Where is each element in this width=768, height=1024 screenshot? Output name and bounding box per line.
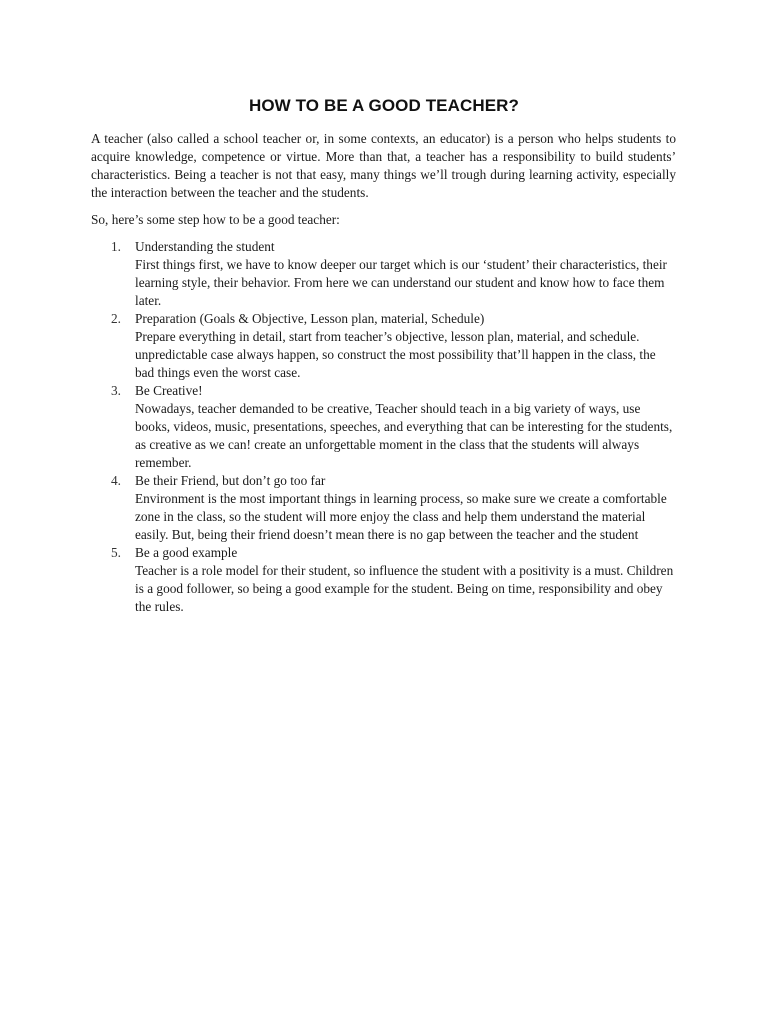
step-content [135, 544, 676, 616]
step-content [135, 382, 676, 472]
step-number: 2. [111, 311, 121, 326]
intro-paragraph: A teacher (also called a school teacher or, in some contexts, an educator) is a person who helps students to acquire knowledge, competence or virtue. More than that, a teacher has a responsibility to build students’ characteristics. Being a teacher is not that easy, many things we’ll trough during learning activity, especially the interaction between the teacher and the students. [91, 131, 676, 200]
step-text: Environment is the most important things in learning process, so make sure we create a comfortable zone in the class, so the student will more enjoy the class and help them understand the material easily. But, being their friend doesn’t mean there is no gap between the teacher and the student [135, 491, 667, 542]
step-title: Preparation (Goals & Objective, Lesson plan, material, Schedule) [135, 311, 485, 326]
step-text: Teacher is a role model for their student, so influence the student with a positivity is a must. Children is a good follower, so being a good example for the student. Being on time, responsibility and obey the rules. [135, 563, 674, 614]
step-title: Understanding the student [135, 239, 275, 254]
document-title: HOW TO BE A GOOD TEACHER? [248, 96, 520, 115]
steps-lead-paragraph: So, here’s some step how to be a good teacher: [91, 212, 340, 227]
step-title: Be their Friend, but don’t go too far [135, 473, 326, 488]
list-item [91, 238, 676, 310]
step-number: 3. [111, 383, 121, 398]
step-number: 4. [111, 473, 121, 488]
steps-list [91, 238, 676, 616]
step-text: Nowadays, teacher demanded to be creative, Teacher should teach in a big variety of ways, use books, videos, music, presentations, speeches, and everything that can be interesting for the students, as creative as we can! create an unforgettable moment in the class that the students will always remember. [135, 401, 673, 470]
list-item [91, 382, 676, 472]
step-content [135, 310, 676, 382]
step-title: Be a good example [135, 545, 238, 560]
step-content [135, 472, 676, 544]
step-text: Prepare everything in detail, start from teacher’s objective, lesson plan, material, and schedule. unpredictable case always happen, so construct the most possibility that’ll happen in the class, the bad things even the worst case. [135, 329, 656, 380]
list-item [91, 310, 676, 382]
document-body [91, 130, 676, 616]
step-number: 5. [111, 545, 121, 560]
step-content [135, 238, 676, 310]
list-item [91, 544, 676, 616]
step-number: 1. [111, 239, 121, 254]
step-text: First things first, we have to know deeper our target which is our ‘student’ their characteristics, their learning style, their behavior. From here we can understand our student and know how to face them later. [135, 257, 667, 308]
list-item [91, 472, 676, 544]
step-title: Be Creative! [135, 383, 203, 398]
